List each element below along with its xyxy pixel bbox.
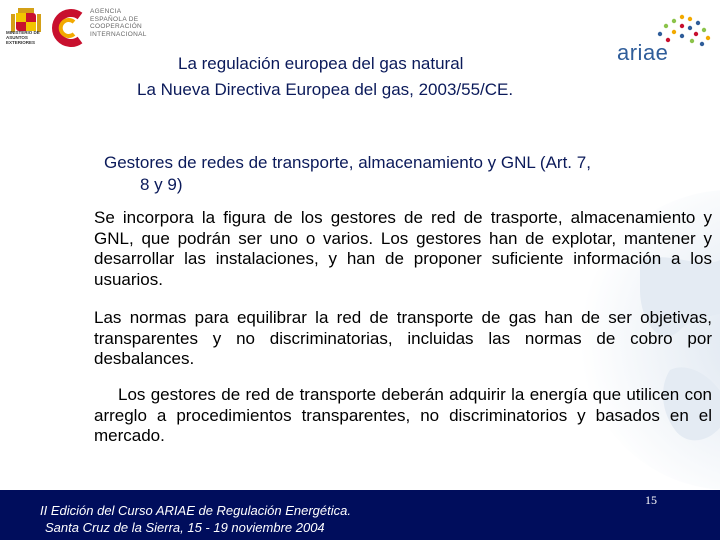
paragraph bbox=[94, 385, 712, 447]
aecid-line: INTERNACIONAL bbox=[90, 30, 147, 38]
slide-subtitle: La Nueva Directiva Europea del gas, 2003/55/CE. bbox=[137, 80, 514, 99]
ariae-logo-text: ariae bbox=[617, 40, 669, 65]
footer-course: II Edición del Curso ARIAE de Regulación Energética. bbox=[40, 503, 351, 518]
aecid-line: AGENCIA bbox=[90, 8, 122, 15]
aecid-line: COOPERACIÓN bbox=[90, 23, 143, 30]
section-heading-line: 8 y 9) bbox=[140, 175, 183, 194]
paragraph: Las normas para equilibrar la red de transporte de gas han de ser objetivas, transparentes y no discriminatorias, incluidas las normas de cobro por desbalances. bbox=[94, 308, 712, 368]
ministry-label: MINISTERIO DE ASUNTOS EXTERIORES bbox=[6, 30, 40, 45]
aecid-line: ESPAÑOLA DE bbox=[90, 15, 139, 23]
footer-location: Santa Cruz de la Sierra, 15 - 19 noviembre 2004 bbox=[45, 520, 325, 535]
page-number: 15 bbox=[645, 493, 657, 507]
section-heading bbox=[104, 152, 716, 196]
aecid-name bbox=[90, 8, 147, 38]
paragraph: Se incorpora la figura de los gestores de red de trasporte, almacenamiento y GNL, que podrán ser uno o varios. Los gestores han de explotar, mantener y desarrollar las instalaciones, y han de proponer suficiente información a los usuarios. bbox=[94, 208, 712, 289]
paragraph-text: Los gestores de red de transporte deberán adquirir la energía que utilicen con arreglo a procedimientos transparentes, no discriminatorios y basados en el mercado. bbox=[94, 385, 712, 445]
section-heading-line: Gestores de redes de transporte, almacenamiento y GNL (Art. 7, bbox=[104, 153, 591, 172]
aecid-logo-icon bbox=[50, 6, 86, 50]
slide-title: La regulación europea del gas natural bbox=[178, 54, 464, 73]
